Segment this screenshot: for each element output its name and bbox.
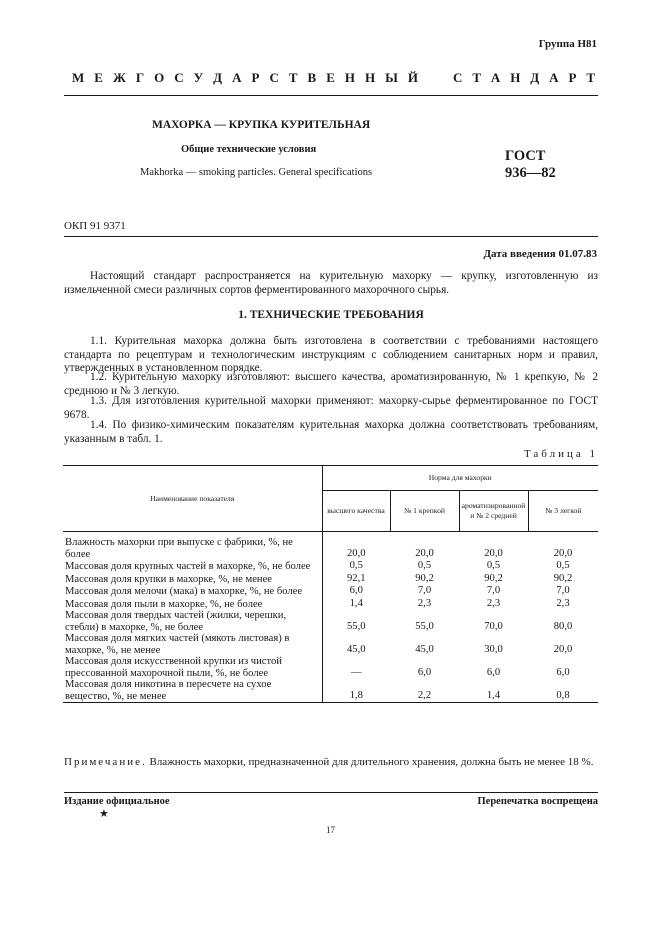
indicator-name: Массовая доля твердых частей (жилки, черешки, стебли) в махорке, %, не более xyxy=(63,610,322,633)
table-row xyxy=(63,560,598,573)
norm-value: 2,3 xyxy=(556,597,570,609)
indicator-name: Массовая доля мелочи (мака) в махорке, %, не более xyxy=(63,585,322,598)
norm-value: 55,0 xyxy=(415,620,434,632)
section-title: 1. ТЕХНИЧЕСКИЕ ТРЕБОВАНИЯ xyxy=(238,309,424,321)
norm-value: 7,0 xyxy=(556,585,570,596)
norm-value: 45,0 xyxy=(415,643,434,655)
table-row xyxy=(63,585,598,598)
norm-value: 20,0 xyxy=(484,547,503,559)
norm-value: 2,3 xyxy=(486,597,501,609)
header-rule xyxy=(64,95,598,96)
clause-1-4: 1.4. По физико-химическим показателям курительная махорка должна соответствовать требованиям, указанным в табл. 1. xyxy=(64,419,598,445)
intro-paragraph: Настоящий стандарт распространяется на курительную махорку — крупку, изготовленную из измельченной смеси различных сортов ферментированного махорочного сырья. xyxy=(64,270,598,296)
document-subtitle: Общие технические условия xyxy=(181,144,317,155)
star-icon: ★ xyxy=(99,808,109,820)
page-number: 17 xyxy=(326,825,335,835)
norms-table-body xyxy=(63,532,598,703)
norm-value: — xyxy=(350,666,362,678)
header-col-aromatized-medium: ароматизированной и № 2 средней xyxy=(459,491,528,532)
english-title: Makhorka — smoking particles. General specifications xyxy=(140,167,373,178)
norm-value: 0,5 xyxy=(349,560,363,571)
norm-value: 6,0 xyxy=(349,585,363,596)
indicator-name: Влажность махорки при выпуске с фабрики, %, не более xyxy=(63,532,322,561)
footer-rule xyxy=(64,792,598,793)
gost-number: 936—82 xyxy=(505,165,556,181)
table-caption: Таблица 1 xyxy=(523,448,598,460)
table-row xyxy=(63,656,598,679)
norm-value: 90,2 xyxy=(484,572,503,584)
table-row xyxy=(63,532,598,561)
norm-value: 6,0 xyxy=(556,666,570,678)
gost-designation xyxy=(505,148,556,182)
norms-table xyxy=(63,465,598,703)
norm-value: 0,5 xyxy=(417,560,432,571)
norm-value: 0,8 xyxy=(528,679,598,703)
norm-value: 90,2 xyxy=(553,572,573,584)
table-row xyxy=(63,679,598,703)
header-col-top-quality: высшего качества xyxy=(322,491,390,532)
okp-rule xyxy=(64,236,598,237)
norm-value: 6,0 xyxy=(417,666,432,678)
norm-value: 1,8 xyxy=(322,679,390,703)
norm-value: 20,0 xyxy=(346,547,366,559)
gost-label: ГОСТ xyxy=(505,148,546,164)
norm-value: 20,0 xyxy=(553,643,573,655)
header-col-strong: № 1 крепкой xyxy=(390,491,459,532)
note-text: Влажность махорки, предназначенной для длительного хранения, должна быть не менее 18 %. xyxy=(146,756,594,768)
norm-value: 6,0 xyxy=(486,666,501,678)
norm-value: 20,0 xyxy=(553,547,573,559)
table-note xyxy=(64,756,598,769)
table-row xyxy=(63,598,598,611)
norm-value: 7,0 xyxy=(417,585,432,596)
intro-date: Дата введения 01.07.83 xyxy=(483,248,597,260)
table-row xyxy=(63,633,598,656)
clause-1-3: 1.3. Для изготовления курительной махорки применяют: махорку-сырье ферментированное по ГОСТ 9678. xyxy=(64,395,598,421)
norm-value: 55,0 xyxy=(346,620,366,632)
header-indicator: Наименование показателя xyxy=(63,466,322,532)
norm-value: 2,2 xyxy=(390,679,459,703)
standard-type-word-1: М Е Ж Г О С У Д А Р С Т В Е Н Н Ы Й xyxy=(72,70,418,85)
header-col-light: № 3 легкой xyxy=(528,491,598,532)
standard-type-word-2: С Т А Н Д А Р Т xyxy=(453,70,595,85)
norm-value: 92,1 xyxy=(346,572,366,584)
group-code: Группа Н81 xyxy=(538,38,597,50)
norm-value: 80,0 xyxy=(553,620,573,632)
header-norm-group: Норма для махорки xyxy=(322,466,598,491)
note-label: Примечание. xyxy=(64,756,147,768)
clause-1-2: 1.2. Курительную махорку изготовляют: высшего качества, ароматизированную, № 1 крепкую, № 2 среднюю и № 3 легкую. xyxy=(64,371,598,397)
norm-value: 30,0 xyxy=(484,643,503,655)
okp-code: ОКП 91 9371 xyxy=(64,220,126,232)
reprint-prohibited: Перепечатка воспрещена xyxy=(477,796,598,807)
standard-type-heading xyxy=(72,70,595,86)
clause-1-1: 1.1. Курительная махорка должна быть изготовлена в соответствии с требованиями настоящего стандарта по рецептурам и технологическим инструкциям с соблюдением санитарных норм и правил, утвержденных в установленном порядке. xyxy=(64,335,598,375)
norm-value: 7,0 xyxy=(486,585,501,596)
norm-value: 1,4 xyxy=(349,597,363,609)
indicator-name: Массовая доля крупки в махорке, %, не менее xyxy=(63,573,322,586)
norm-value: 0,5 xyxy=(556,560,570,571)
norm-value: 90,2 xyxy=(415,572,434,584)
norm-value: 1,4 xyxy=(459,679,528,703)
indicator-name: Массовая доля искусственной крупки из чистой прессованной махорочной пыли, %, не более xyxy=(63,656,322,679)
norm-value: 20,0 xyxy=(415,547,434,559)
table-row xyxy=(63,610,598,633)
norm-value: 70,0 xyxy=(484,620,503,632)
indicator-name: Массовая доля никотина в пересчете на сухое вещество, %, не менее xyxy=(63,679,322,703)
indicator-name: Массовая доля мягких частей (мякоть листовая) в махорке, %, не менее xyxy=(63,633,322,656)
norm-value: 45,0 xyxy=(346,643,366,655)
norm-value: 0,5 xyxy=(486,560,501,571)
document-title: МАХОРКА — КРУПКА КУРИТЕЛЬНАЯ xyxy=(152,119,371,131)
table-row xyxy=(63,573,598,586)
indicator-name: Массовая доля пыли в махорке, %, не более xyxy=(63,598,322,611)
norm-value: 2,3 xyxy=(417,597,432,609)
indicator-name: Массовая доля крупных частей в махорке, %, не более xyxy=(63,560,322,573)
official-edition: Издание официальное xyxy=(64,796,170,807)
